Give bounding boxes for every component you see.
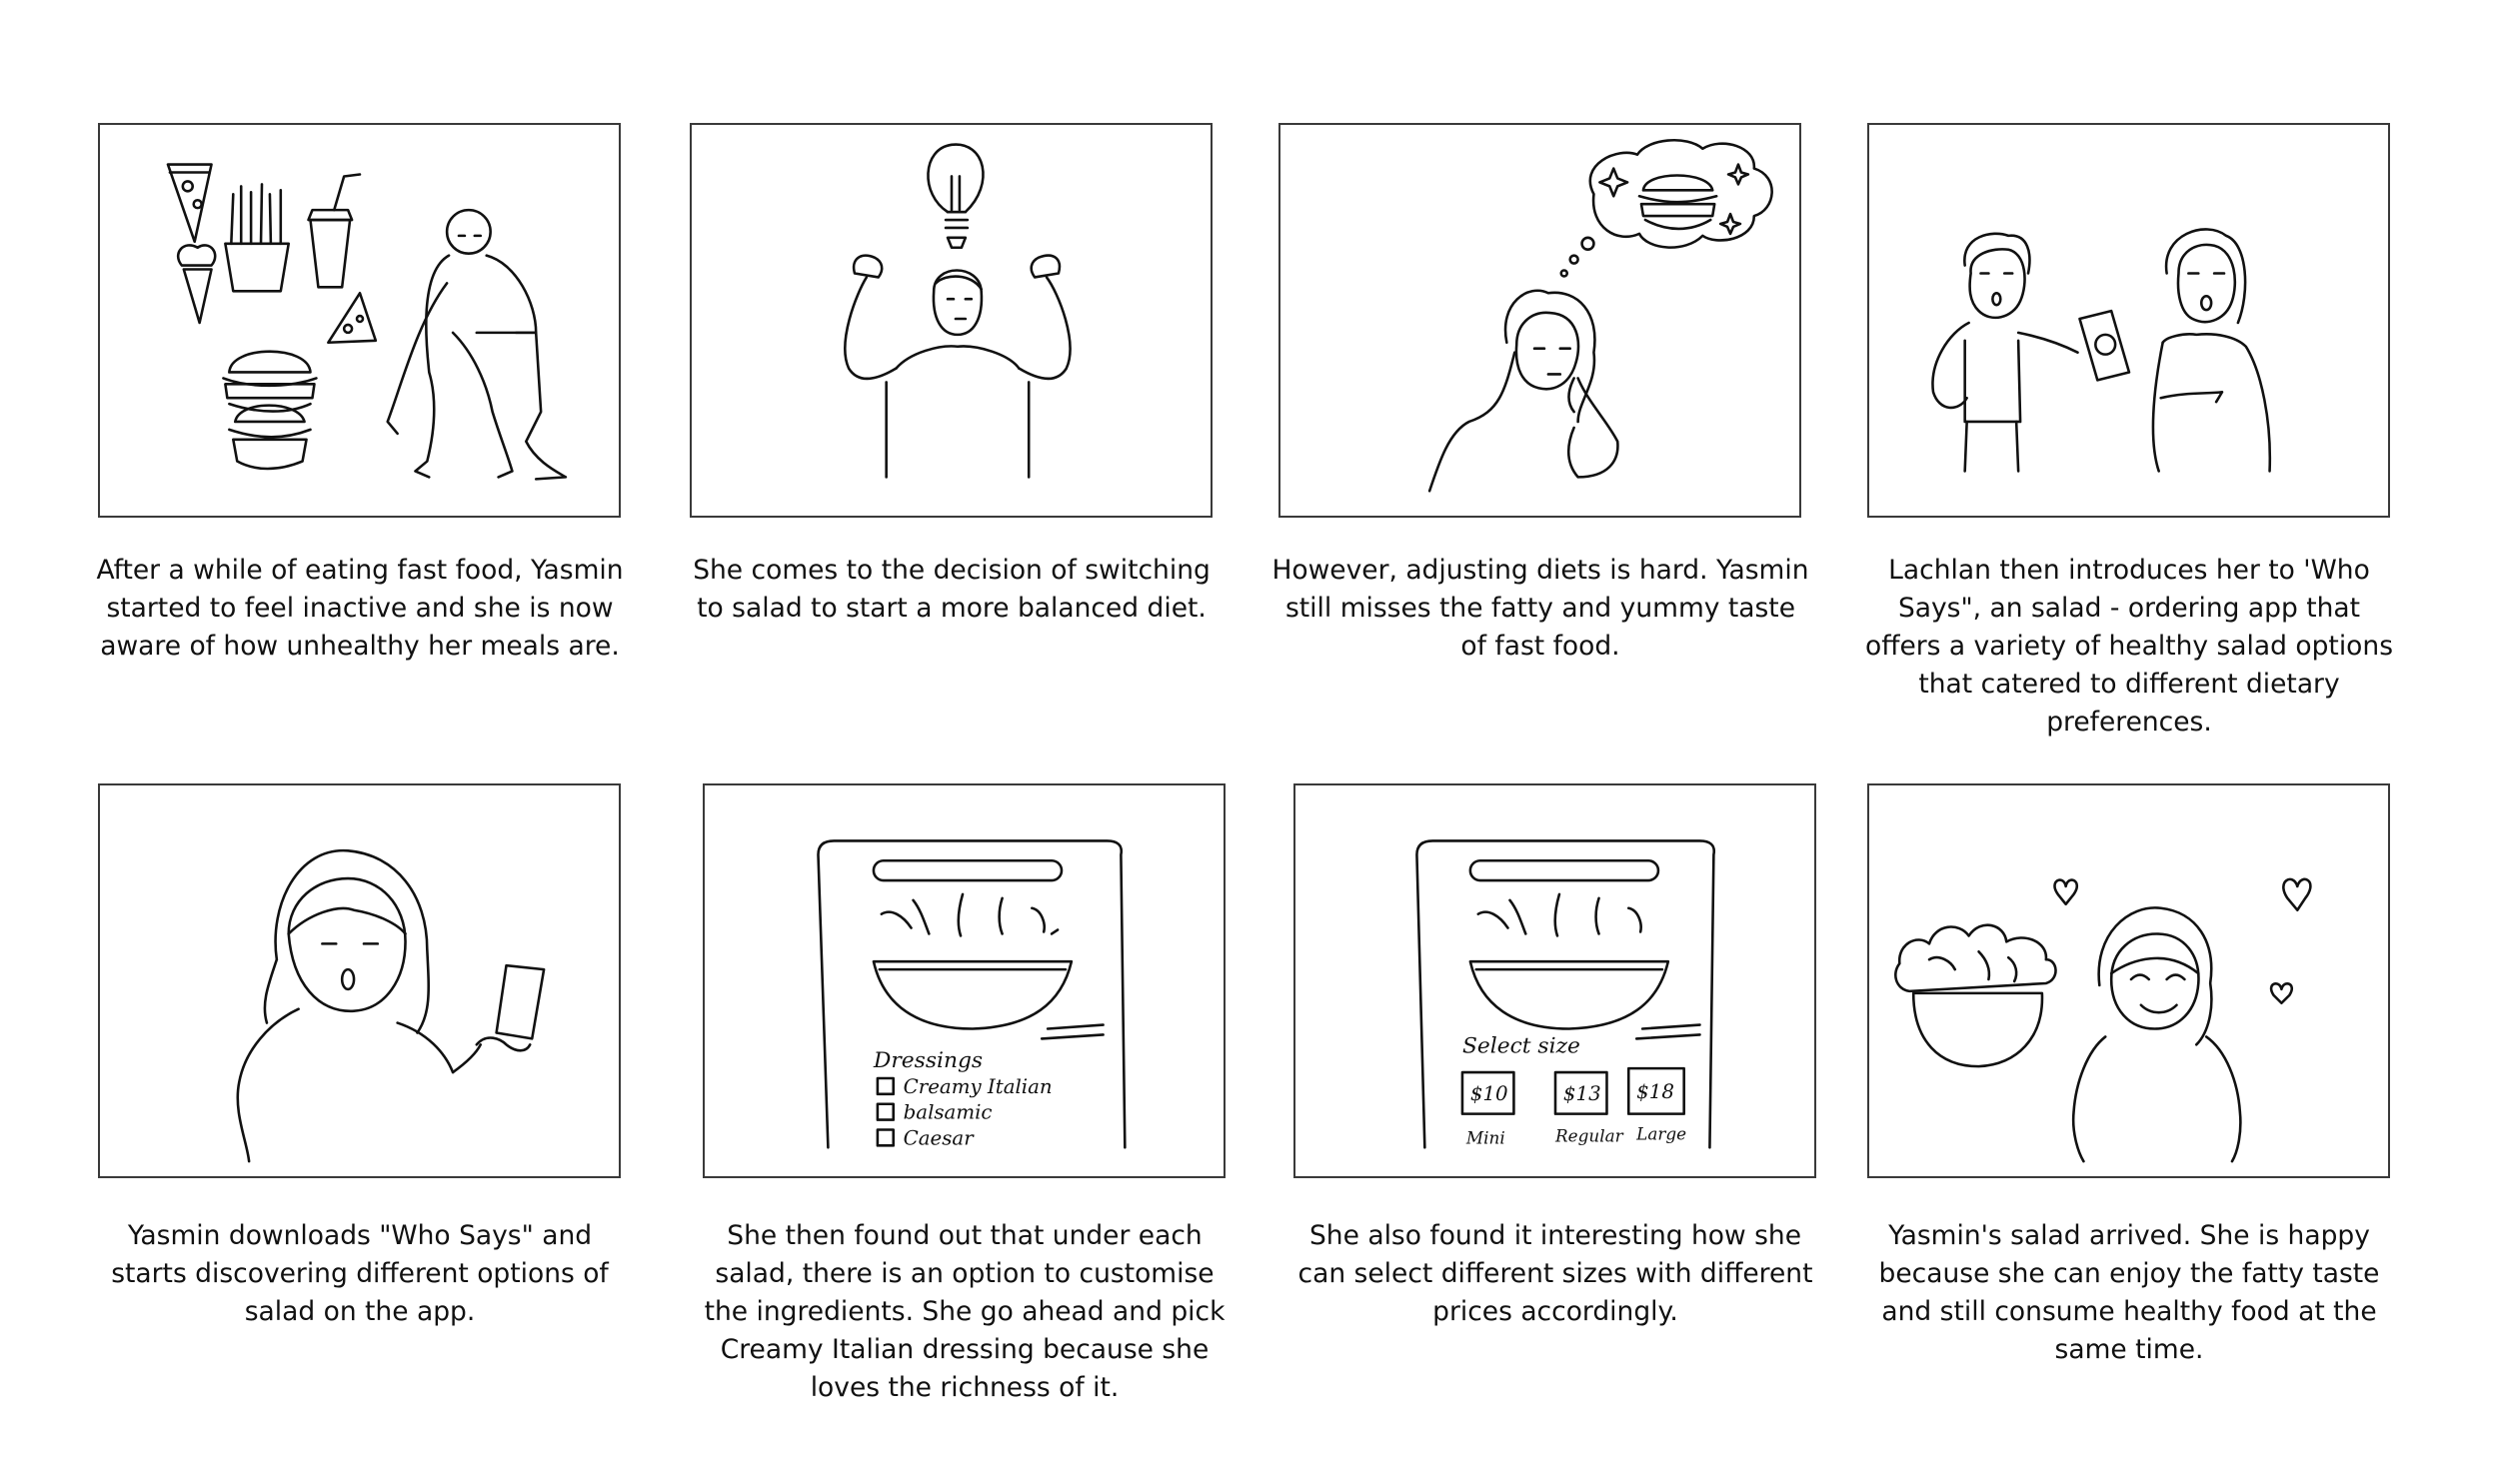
size-selection-sketch	[1295, 785, 1814, 1176]
panel-3-caption: However, adjusting diets is hard. Yasmin still misses the fatty and yummy taste of fast food.	[1271, 555, 1809, 662]
salad-arrived-illustration	[1869, 785, 2388, 1176]
storyboard-panel-8	[1867, 783, 2390, 1178]
panel-8-caption: Yasmin's salad arrived. She is happy because she can enjoy the fatty taste and still consume healthy food at the same time.	[1878, 1220, 2380, 1365]
panel-7-caption: She also found it interesting how she can select different sizes with different prices accordingly.	[1297, 1220, 1813, 1327]
size-price-regular: $13	[1562, 1081, 1601, 1105]
fast-food-illustration	[100, 125, 619, 516]
storyboard-panel-3	[1278, 123, 1801, 518]
panel-1-caption: After a while of eating fast food, Yasmin started to feel inactive and she is now aware of how unhealthy her meals are.	[96, 555, 624, 662]
panel-4-caption: Lachlan then introduces her to 'Who Says", an salad - ordering app that offers a variety of healthy salad options that catered to different dietary preferences.	[1865, 555, 2393, 738]
thinking-of-burger-illustration	[1280, 125, 1799, 516]
dressings-title: Dressings	[873, 1048, 984, 1074]
size-name-mini: Mini	[1465, 1127, 1505, 1148]
panel-2-caption: She comes to the decision of switching to salad to start a more balanced diet.	[693, 555, 1211, 624]
size-price-large: $18	[1636, 1079, 1674, 1103]
size-name-large: Large	[1636, 1123, 1687, 1144]
panel-6-caption: She then found out that under each salad, there is an option to customise the ingredients. She go ahead and pick Creamy Italian dressing because she loves the richness of it.	[704, 1220, 1226, 1403]
lightbulb-idea-illustration	[692, 125, 1211, 516]
storyboard-panel-2	[690, 123, 1213, 518]
storyboard-panel-6	[703, 783, 1226, 1178]
size-name-regular: Regular	[1554, 1125, 1623, 1146]
dressing-options-sketch	[705, 785, 1224, 1176]
storyboard-panel-5	[98, 783, 621, 1178]
dressing-option-balsamic: balsamic	[903, 1100, 993, 1124]
friend-recommends-app-illustration	[1869, 125, 2388, 516]
size-price-mini: $10	[1469, 1081, 1508, 1105]
size-title: Select size	[1461, 1033, 1580, 1059]
storyboard-panel-4	[1867, 123, 2390, 518]
dressing-option-caesar: Caesar	[903, 1126, 974, 1150]
dressing-option-creamy-italian: Creamy Italian	[903, 1074, 1053, 1098]
storyboard-panel-7	[1293, 783, 1816, 1178]
panel-5-caption: Yasmin downloads "Who Says" and starts discovering different options of salad on the app.	[111, 1220, 609, 1327]
browsing-app-illustration	[100, 785, 619, 1176]
storyboard-panel-1	[98, 123, 621, 518]
